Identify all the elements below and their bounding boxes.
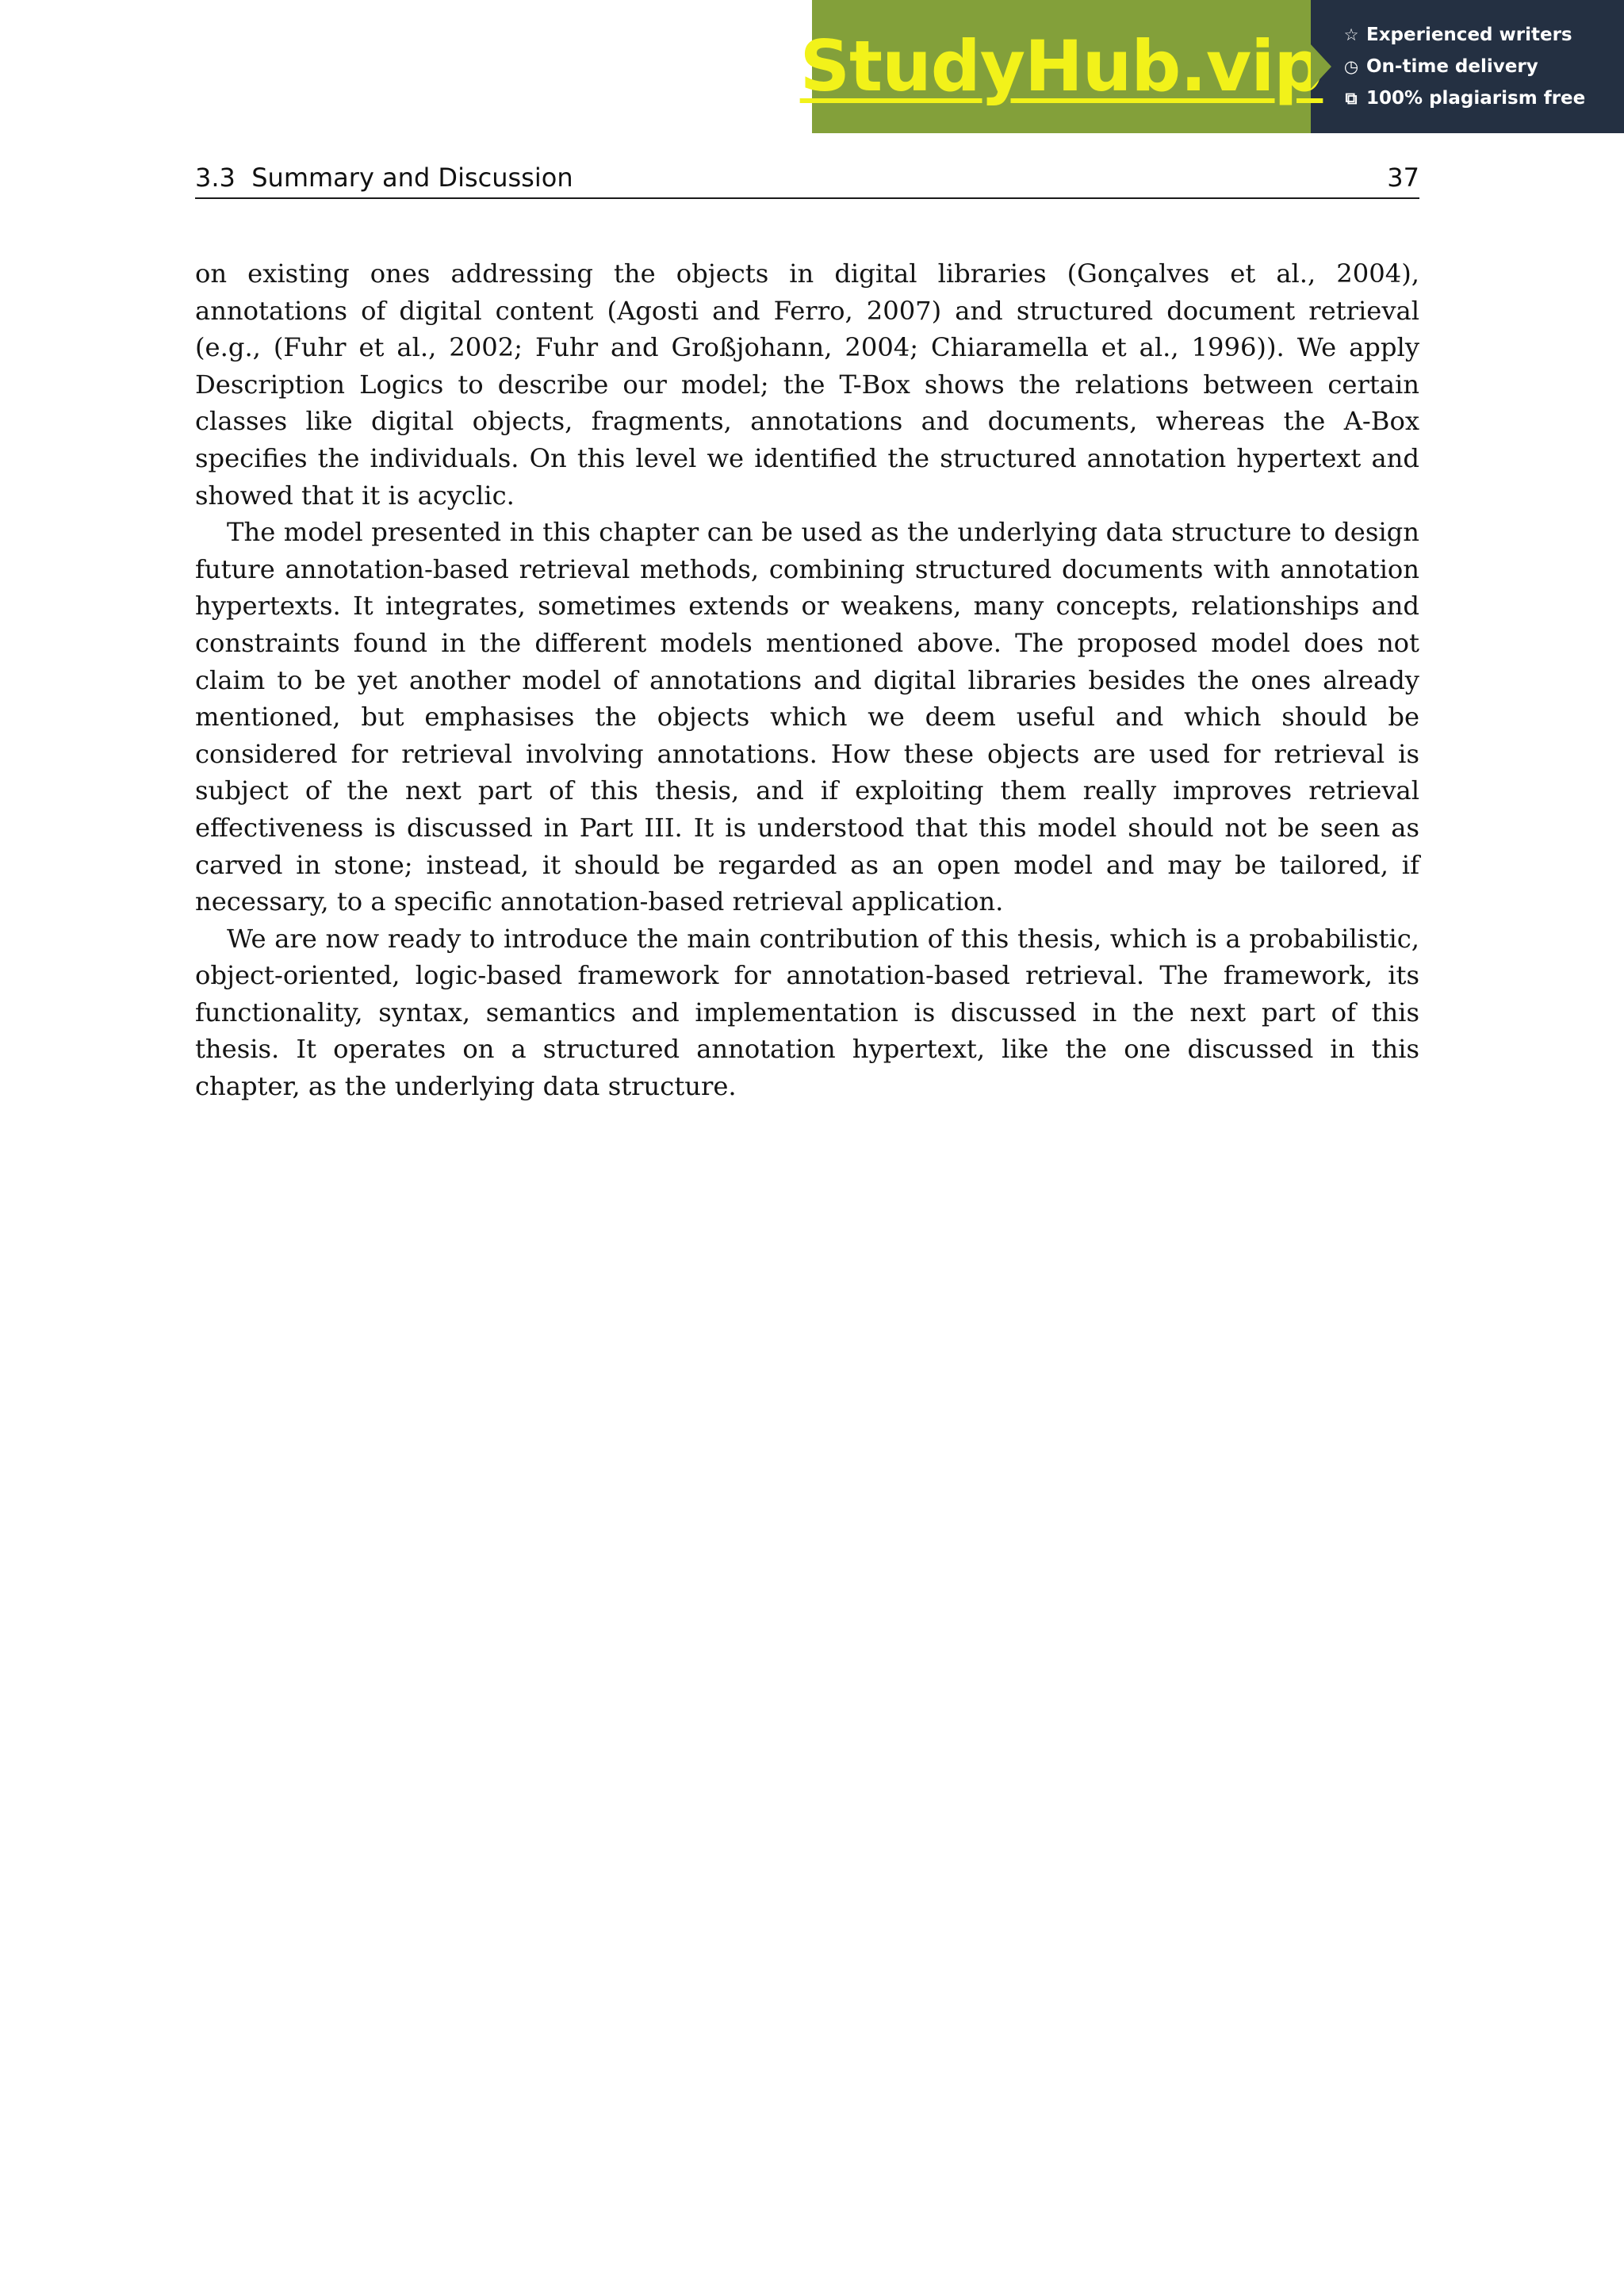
logo-text: StudyHub.vip — [799, 25, 1323, 107]
page-body — [195, 255, 1419, 1105]
feature-label: Experienced writers — [1366, 25, 1572, 45]
page-number: 37 — [1387, 163, 1419, 193]
star-icon: ☆ — [1343, 25, 1359, 44]
section-title: 3.3 Summary and Discussion — [195, 163, 573, 193]
paragraph-model-use: The model presented in this chapter can be used as the underlying data structure to design future annotation-based retrieval methods, combining structured documents with annotation hypertexts. It integrates, sometimes extends or weakens, many concepts, relationships and constraints found in the different models mentioned above. The proposed model does not claim to be yet another model of annotations and digital libraries besides the ones already mentioned, but emphasises the objects which we deem useful and which should be considered for retrieval involving annotations. How these objects are used for retrieval is subject of the next part of this thesis, and if exploiting them really improves retrieval effectiveness is discussed in Part III. It is understood that this model should not be seen as carved in stone; instead, it should be regarded as an open model and may be tailored, if necessary, to a specific annotation-based retrieval application. — [195, 517, 1419, 917]
feature-label: On-time delivery — [1366, 56, 1538, 77]
feature-on-time-delivery — [1342, 55, 1624, 78]
banner-arrow-notch — [1311, 44, 1331, 89]
promo-banner[interactable] — [799, 0, 1624, 133]
paragraph-continuation: on existing ones addressing the objects in digital libraries (Gonçalves et al., 2004), annotations of digital content (Agosti and Ferro, 2007) and structured document retrieval (e.g., (Fuhr et al., 2002; Fuhr and Großjohann, 2004; Chiaramella et al., 1996)). We apply Description Logics to describe our model; the T-Box shows the relations between certain classes like digital objects, fragments, annotations and documents, whereas the A-Box specifies the individuals. On this level we identified the structured annotation hypertext and showed that it is acyclic. — [195, 258, 1419, 511]
feature-plagiarism-free — [1342, 86, 1624, 110]
feature-label: 100% plagiarism free — [1366, 88, 1586, 109]
running-header — [195, 161, 1419, 199]
feature-experienced-writers — [1342, 23, 1624, 47]
paragraph-next-part: We are now ready to introduce the main contribution of this thesis, which is a probabilistic, object-oriented, logic-based framework for annotation-based retrieval. The framework, its functionality, syntax, semantics and implementation is discussed in the next part of this thesis. It operates on a structured annotation hypertext, like the one discussed in this chapter, as the underlying data structure. — [195, 923, 1419, 1102]
banner-features — [1311, 0, 1624, 133]
clock-icon: ◷ — [1343, 57, 1359, 76]
copy-icon: ⧉ — [1345, 89, 1358, 108]
banner-logo[interactable] — [799, 0, 1323, 133]
